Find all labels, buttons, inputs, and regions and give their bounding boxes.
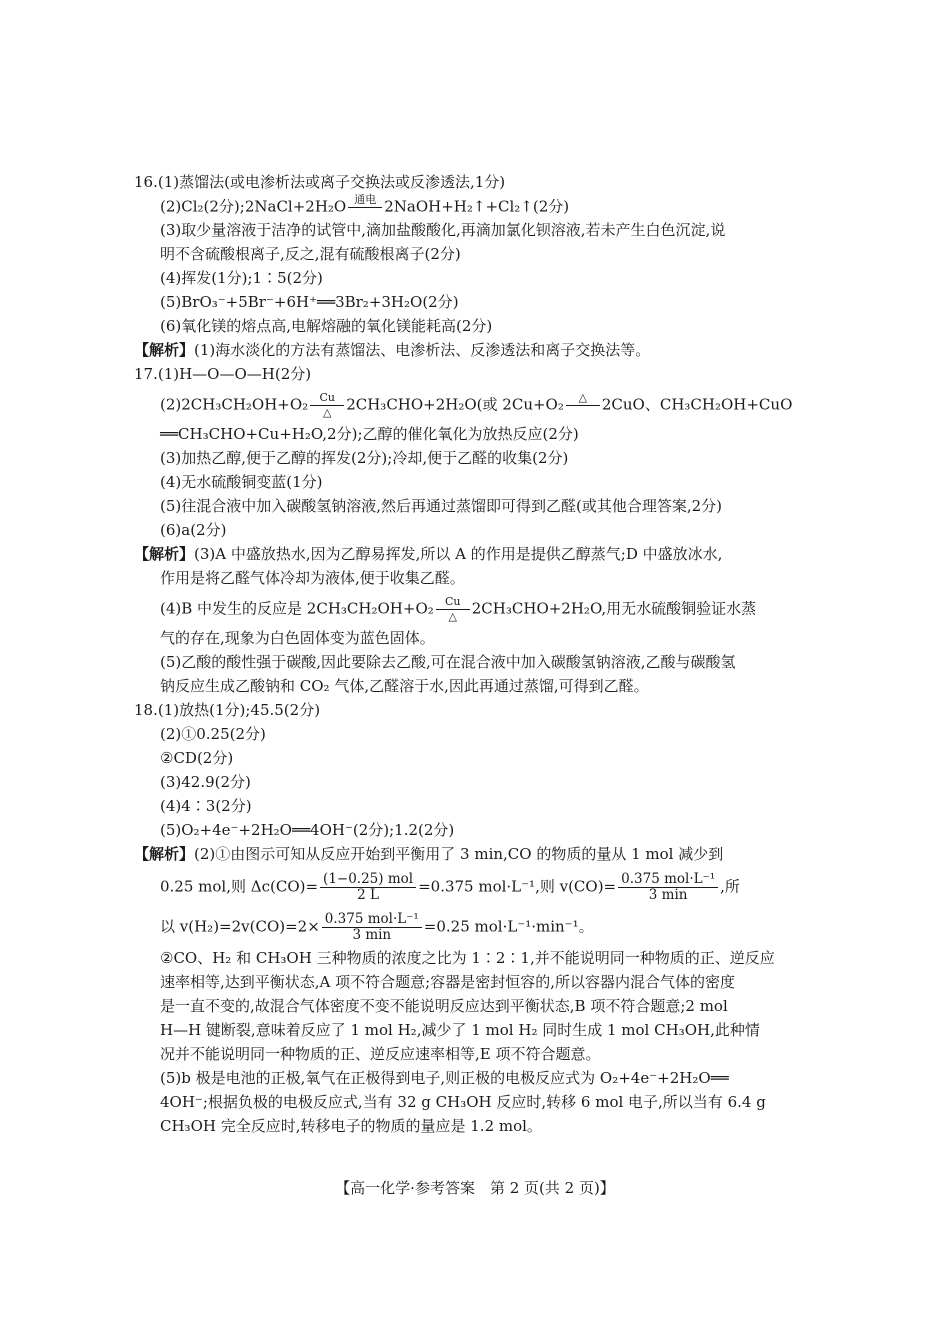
q17-line-2-part-1: (2)2CH₃CH₂OH+O₂: [160, 395, 309, 414]
catalyst-label: Cu: [319, 391, 335, 404]
electrolysis-condition: 通电: [354, 193, 377, 206]
q18-analysis-2-part-2: =0.375 mol·L⁻¹,则 v(CO)=: [418, 877, 617, 896]
q17-line-5: (4)无水硫酸铜变蓝(1分): [160, 473, 323, 491]
q18-line-4: (3)42.9(2分): [160, 773, 251, 791]
q17-analysis-3-right: 2CH₃CHO+2H₂O,用无水硫酸铜验证水蒸: [471, 599, 757, 618]
electrolysis-arrow: [348, 194, 382, 221]
q17-line-6: (5)往混合液中加入碳酸氢钠溶液,然后再通过蒸馏即可得到乙醛(或其他合理答案,2分): [160, 497, 723, 515]
q18-analysis-6: 是一直不变的,故混合气体密度不变不能说明反应达到平衡状态,B 项不符合题意;2 mol: [160, 997, 728, 1015]
page-footer: 【高一化学·参考答案 第 2 页(共 2 页)】: [335, 1179, 615, 1197]
q16-analysis-text: (1)海水淡化的方法有蒸馏法、电渗析法、反渗透法和离子交换法等。: [194, 341, 651, 359]
q16-line-7: (6)氧化镁的熔点高,电解熔融的氧化镁能耗高(2分): [160, 317, 493, 335]
q18-analysis-8: 况并不能说明同一种物质的正、逆反应速率相等,E 项不符合题意。: [160, 1045, 601, 1063]
q18-line-6: (5)O₂+4e⁻+2H₂O══4OH⁻(2分);1.2(2分): [160, 821, 455, 839]
heat-arrow: [566, 392, 600, 419]
q17-analysis-3: [160, 596, 820, 626]
heat-symbol: △: [322, 406, 332, 419]
q17-analysis-5: (5)乙酸的酸性强于碳酸,因此要除去乙酸,可在混合液中加入碳酸氢钠溶液,乙酸与碳酸氢: [160, 653, 736, 671]
q18-analysis-1: [134, 842, 820, 866]
analysis-label: 【解析】: [134, 845, 195, 863]
q18-analysis-9: (5)b 极是电池的正极,氧气在正极得到电子,则正极的电极反应式为 O₂+4e⁻+2H₂O══: [160, 1069, 729, 1087]
q18-analysis-3: [160, 912, 820, 946]
q18-line-1: 18.(1)放热(1分);45.5(2分): [134, 701, 321, 719]
analysis-label: 【解析】: [134, 341, 195, 359]
fraction-rate-co: [618, 872, 718, 903]
fraction-denominator: 3 min: [648, 887, 688, 903]
q16-analysis: [134, 338, 820, 362]
q17-line-3: ══CH₃CHO+Cu+H₂O,2分);乙醇的催化氧化为放热反应(2分): [160, 425, 579, 443]
fraction-numerator: 0.375 mol·L⁻¹: [322, 912, 422, 928]
q18-analysis-3-part-2: =0.25 mol·L⁻¹·min⁻¹。: [423, 917, 594, 936]
q16-line-6: (5)BrO₃⁻+5Br⁻+6H⁺══3Br₂+3H₂O(2分): [160, 293, 459, 311]
q16-line-2-right: 2NaOH+H₂↑+Cl₂↑(2分): [384, 197, 570, 216]
q18-analysis-2: [160, 872, 820, 906]
fraction-numerator: (1−0.25) mol: [320, 872, 416, 888]
q16-line-5: (4)挥发(1分);1∶5(2分): [160, 269, 323, 287]
q18-line-5: (4)4∶3(2分): [160, 797, 252, 815]
q18-analysis-11: CH₃OH 完全反应时,转移电子的物质的量应是 1.2 mol。: [160, 1117, 542, 1135]
fraction-denominator: 3 min: [352, 927, 392, 943]
heat-symbol: △: [448, 610, 457, 623]
fraction-delta-c: [320, 872, 416, 903]
catalyst-arrow: [436, 596, 470, 623]
q18-analysis-10: 4OH⁻;根据负极的电极反应式,当有 32 g CH₃OH 反应时,转移 6 mol 电子,所以当有 6.4 g: [160, 1093, 766, 1111]
q18-line-3: ②CD(2分): [160, 749, 234, 767]
q17-line-4: (3)加热乙醇,便于乙醇的挥发(2分);冷却,便于乙醛的收集(2分): [160, 449, 569, 467]
q18-analysis-5: 速率相等,达到平衡状态,A 项不符合题意;容器是密封恒容的,所以容器内混合气体的密度: [160, 973, 735, 991]
q17-analysis-3-left: (4)B 中发生的反应是 2CH₃CH₂OH+O₂: [160, 599, 434, 618]
q18-analysis-4: ②CO、H₂ 和 CH₃OH 三种物质的浓度之比为 1∶2∶1,并不能说明同一种物质的正、逆反应: [160, 949, 775, 967]
q17-line-2-part-2: 2CH₃CHO+2H₂O(或 2Cu+O₂: [346, 395, 564, 414]
q17-analysis-1: [134, 542, 820, 566]
analysis-label: 【解析】: [134, 545, 195, 563]
q16-line-3: (3)取少量溶液于洁净的试管中,滴加盐酸酸化,再滴加氯化钡溶液,若未产生白色沉淀,说: [160, 221, 726, 239]
q18-analysis-2-part-3: ,所: [720, 877, 740, 896]
q17-analysis-text-1: (3)A 中盛放热水,因为乙醇易挥发,所以 A 的作用是提供乙醇蒸气;D 中盛放冰水,: [194, 545, 723, 563]
fraction-rate-h2: [322, 912, 422, 943]
catalyst-label: Cu: [445, 595, 461, 608]
q16-line-2: [160, 194, 820, 218]
q17-analysis-6: 钠反应生成乙酸钠和 CO₂ 气体,乙醛溶于水,因此再通过蒸馏,可得到乙醛。: [160, 677, 649, 695]
q16-line-2-left: (2)Cl₂(2分);2NaCl+2H₂O: [160, 197, 347, 216]
q17-line-2-part-3: 2CuO、CH₃CH₂OH+CuO: [601, 395, 793, 414]
fraction-numerator: 0.375 mol·L⁻¹: [618, 872, 718, 888]
q17-line-1: 17.(1)H—O—O—H(2分): [134, 365, 312, 383]
q18-line-2: (2)①0.25(2分): [160, 725, 266, 743]
q18-analysis-7: H—H 键断裂,意味着反应了 1 mol H₂,减少了 1 mol H₂ 同时生成 1 mol CH₃OH,此种情: [160, 1021, 760, 1039]
q16-line-4: 明不含硫酸根离子,反之,混有硫酸根离子(2分): [160, 245, 461, 263]
fraction-denominator: 2 L: [357, 887, 379, 903]
q18-analysis-text-1: (2)①由图示可知从反应开始到平衡用了 3 min,CO 的物质的量从 1 mol 减少到: [194, 845, 724, 863]
q18-analysis-3-part-1: 以 v(H₂)=2v(CO)=2×: [160, 917, 320, 936]
answer-content: [134, 170, 820, 1138]
q17-line-2: [160, 392, 820, 422]
catalyst-arrow: [310, 392, 344, 419]
q17-analysis-2: 作用是将乙醛气体冷却为液体,便于收集乙醛。: [160, 569, 465, 587]
q16-line-1: 16.(1)蒸馏法(或电渗析法或离子交换法或反渗透法,1分): [134, 173, 506, 191]
heat-symbol-top: △: [578, 391, 588, 404]
q17-analysis-4: 气的存在,现象为白色固体变为蓝色固体。: [160, 629, 435, 647]
q17-line-7: (6)a(2分): [160, 521, 227, 539]
q18-analysis-2-part-1: 0.25 mol,则 Δc(CO)=: [160, 877, 319, 896]
